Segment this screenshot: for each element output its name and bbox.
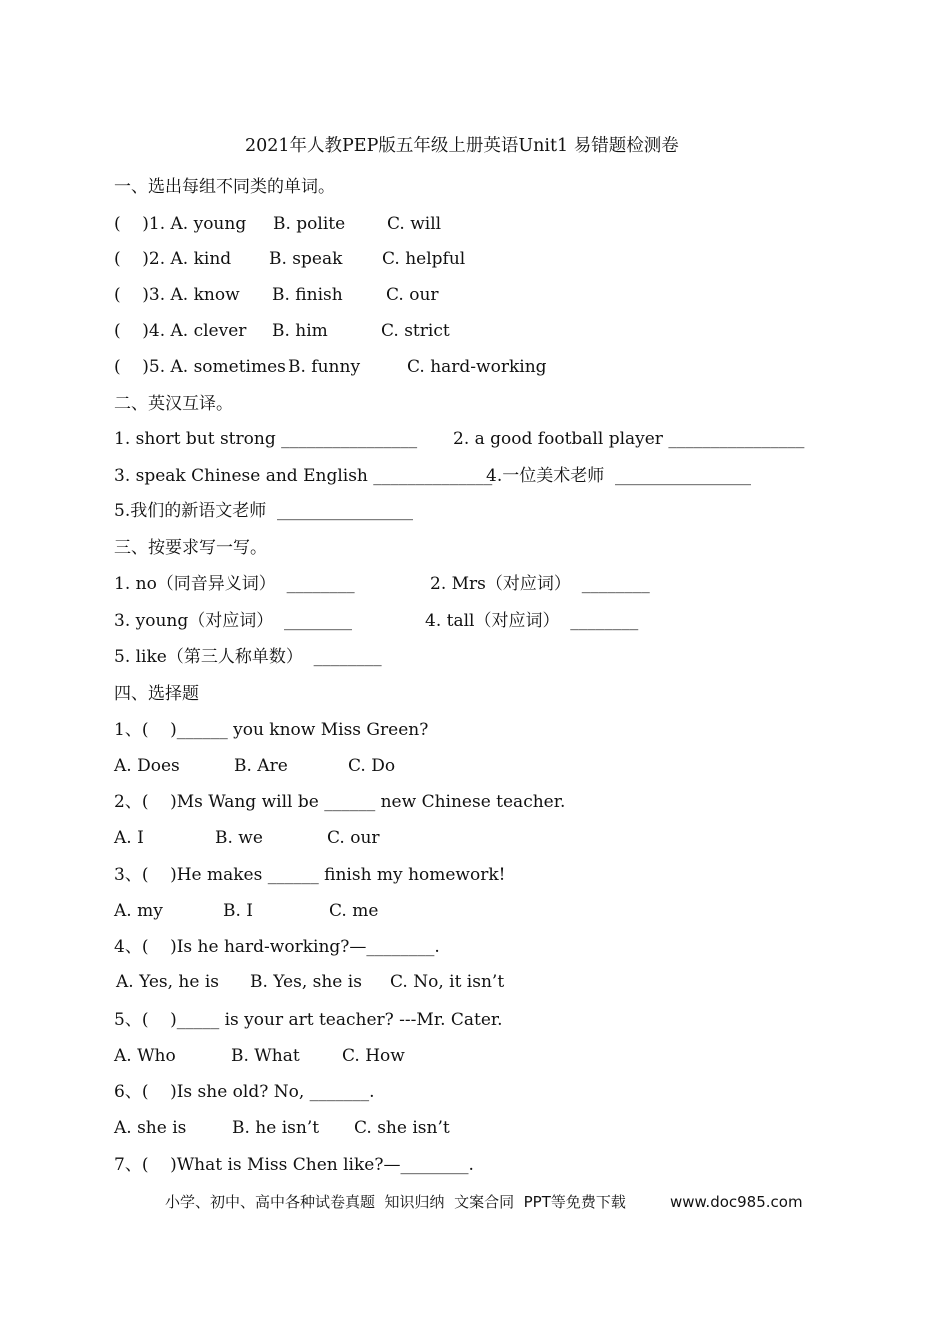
s4-q2-option-b: B. we [215, 828, 263, 848]
section4-heading: 四、选择题 [114, 684, 199, 704]
s2-item-1: 1. short but strong ________________ [114, 429, 418, 449]
footer-text: 小学、初中、高中各种试卷真题 知识归纳 文案合同 PPT等免费下载 [165, 1193, 626, 1211]
s4-q4-stem: 4、( )Is he hard-working?—________. [114, 937, 440, 957]
s1-q4-option-b: B. him [272, 321, 328, 341]
s4-q3-option-a: A. my [114, 901, 163, 921]
s1-q1-option-a: ( )1. A. young [114, 214, 247, 234]
s1-q3-option-b: B. finish [272, 285, 343, 305]
s4-q4-option-c: C. No, it isn’t [390, 972, 505, 992]
s3-item-5: 5. like（第三人称单数） ________ [114, 647, 382, 667]
page-title: 2021年人教PEP版五年级上册英语Unit1 易错题检测卷 [245, 136, 679, 156]
s3-item-3: 3. young（对应词） ________ [114, 611, 353, 631]
s2-item-3: 3. speak Chinese and English ______________ [114, 466, 493, 486]
s4-q4-option-a: A. Yes, he is [116, 972, 219, 992]
s4-q1-option-a: A. Does [114, 756, 180, 776]
footer-url[interactable]: www.doc985.com [670, 1193, 803, 1211]
s4-q6-stem: 6、( )Is she old? No, _______. [114, 1082, 375, 1102]
s1-q5-option-a: ( )5. A. sometimes [114, 357, 286, 377]
s3-item-1: 1. no（同音异义词） ________ [114, 574, 355, 594]
s1-q2-option-a: ( )2. A. kind [114, 249, 232, 269]
s4-q2-option-a: A. I [114, 828, 144, 848]
s1-q4-option-a: ( )4. A. clever [114, 321, 247, 341]
s1-q3-option-a: ( )3. A. know [114, 285, 240, 305]
s3-item-2: 2. Mrs（对应词） ________ [430, 574, 650, 594]
s4-q4-option-b: B. Yes, she is [250, 972, 362, 992]
s4-q2-option-c: C. our [327, 828, 380, 848]
s4-q5-stem: 5、( )_____ is your art teacher? ---Mr. Cater. [114, 1010, 503, 1030]
section3-heading: 三、按要求写一写。 [114, 538, 267, 558]
s1-q5-option-b: B. funny [288, 357, 361, 377]
s4-q5-option-b: B. What [231, 1046, 300, 1066]
s4-q1-option-b: B. Are [234, 756, 288, 776]
s4-q6-option-b: B. he isn’t [232, 1118, 320, 1138]
s2-item-4: 4.一位美术老师 ________________ [486, 466, 752, 486]
s1-q4-option-c: C. strict [381, 321, 450, 341]
s1-q2-option-c: C. helpful [382, 249, 466, 269]
s1-q1-option-c: C. will [387, 214, 442, 234]
s4-q2-stem: 2、( )Ms Wang will be ______ new Chinese teacher. [114, 792, 566, 812]
s1-q2-option-b: B. speak [269, 249, 343, 269]
s4-q7-stem: 7、( )What is Miss Chen like?—________. [114, 1155, 474, 1175]
s1-q1-option-b: B. polite [273, 214, 346, 234]
s3-item-4: 4. tall（对应词） ________ [425, 611, 639, 631]
s2-item-2: 2. a good football player ________________ [453, 429, 805, 449]
section1-heading: 一、选出每组不同类的单词。 [114, 177, 335, 197]
s1-q5-option-c: C. hard-working [407, 357, 547, 377]
s4-q3-option-b: B. I [223, 901, 254, 921]
s4-q1-stem: 1、( )______ you know Miss Green? [114, 720, 429, 740]
s2-item-5: 5.我们的新语文老师 ________________ [114, 501, 414, 521]
s1-q3-option-c: C. our [386, 285, 439, 305]
s4-q3-option-c: C. me [329, 901, 379, 921]
section2-heading: 二、英汉互译。 [114, 394, 233, 414]
s4-q6-option-a: A. she is [114, 1118, 187, 1138]
s4-q6-option-c: C. she isn’t [354, 1118, 450, 1138]
s4-q1-option-c: C. Do [348, 756, 396, 776]
s4-q5-option-c: C. How [342, 1046, 405, 1066]
s4-q3-stem: 3、( )He makes ______ finish my homework! [114, 865, 506, 885]
s4-q5-option-a: A. Who [114, 1046, 176, 1066]
